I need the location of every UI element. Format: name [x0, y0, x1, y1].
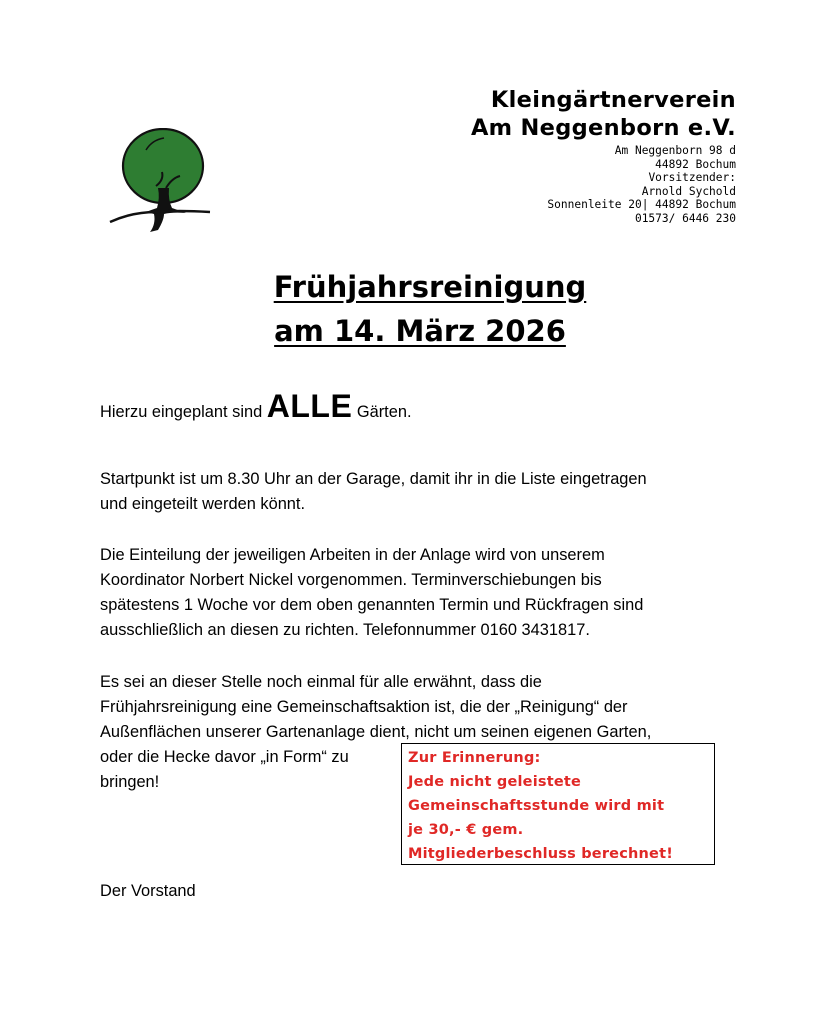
text-line: bringen!: [100, 773, 160, 791]
reminder-notice-box: [401, 743, 715, 865]
text-line: spätestens 1 Woche vor dem oben genannten Termin und Rückfragen sind: [100, 596, 644, 614]
org-address: [471, 144, 736, 226]
page-title: Frühjahrsreinigung: [273, 270, 587, 304]
event-date: am 14. März 2026: [274, 314, 566, 348]
notice-line: Mitgliederbeschluss berechnet!: [408, 846, 674, 862]
intro-emphasis: ALLE: [266, 388, 353, 424]
address-line: Am Neggenborn 98 d: [614, 144, 736, 157]
address-line: 44892 Bochum: [655, 157, 736, 171]
text-line: Frühjahrsreinigung eine Gemeinschaftsaktion ist, die der „Reinigung“ der: [100, 698, 628, 716]
notice-line: Zur Erinnerung:: [408, 750, 541, 766]
text-line: Die Einteilung der jeweiligen Arbeiten in der Anlage wird von unserem: [100, 546, 605, 564]
text-line: Koordinator Norbert Nickel vorgenommen. Terminverschiebungen bis: [100, 571, 602, 589]
address-line: Vorsitzender:: [648, 171, 736, 185]
intro-before: Hierzu eingeplant sind: [100, 403, 267, 421]
text-line: ausschließlich an diesen zu richten. Telefonnummer 0160 3431817.: [100, 621, 590, 639]
intro-paragraph: [100, 388, 740, 425]
text-line: oder die Hecke davor „in Form“ zu: [100, 748, 349, 766]
notice-line: Gemeinschaftsstunde wird mit: [408, 798, 665, 814]
text-line: Es sei an dieser Stelle noch einmal für alle erwähnt, dass die: [100, 673, 542, 691]
intro-after: Gärten.: [352, 403, 412, 421]
text-line: Startpunkt ist um 8.30 Uhr an der Garage, damit ihr in die Liste eingetragen: [100, 470, 647, 488]
address-line: 01573/ 6446 230: [634, 211, 736, 225]
org-name-line2: Am Neggenborn e.V.: [470, 115, 736, 141]
signature: Der Vorstand: [100, 882, 196, 900]
org-header: [471, 86, 736, 226]
address-line: Sonnenleite 20| 44892 Bochum: [547, 198, 736, 212]
start-paragraph: [100, 467, 740, 517]
coordinator-paragraph: [100, 543, 740, 643]
text-line: und eingeteilt werden könnt.: [100, 495, 306, 513]
address-line: Arnold Sychold: [641, 184, 736, 198]
notice-line: je 30,- € gem.: [408, 822, 524, 838]
notice-line: Jede nicht geleistete: [408, 774, 582, 790]
tree-icon: [106, 128, 216, 234]
text-line: Außenflächen unserer Gartenanlage dient, nicht um seinen eigenen Garten,: [100, 723, 652, 741]
org-name-line1: Kleingärtnerverein: [490, 87, 736, 113]
